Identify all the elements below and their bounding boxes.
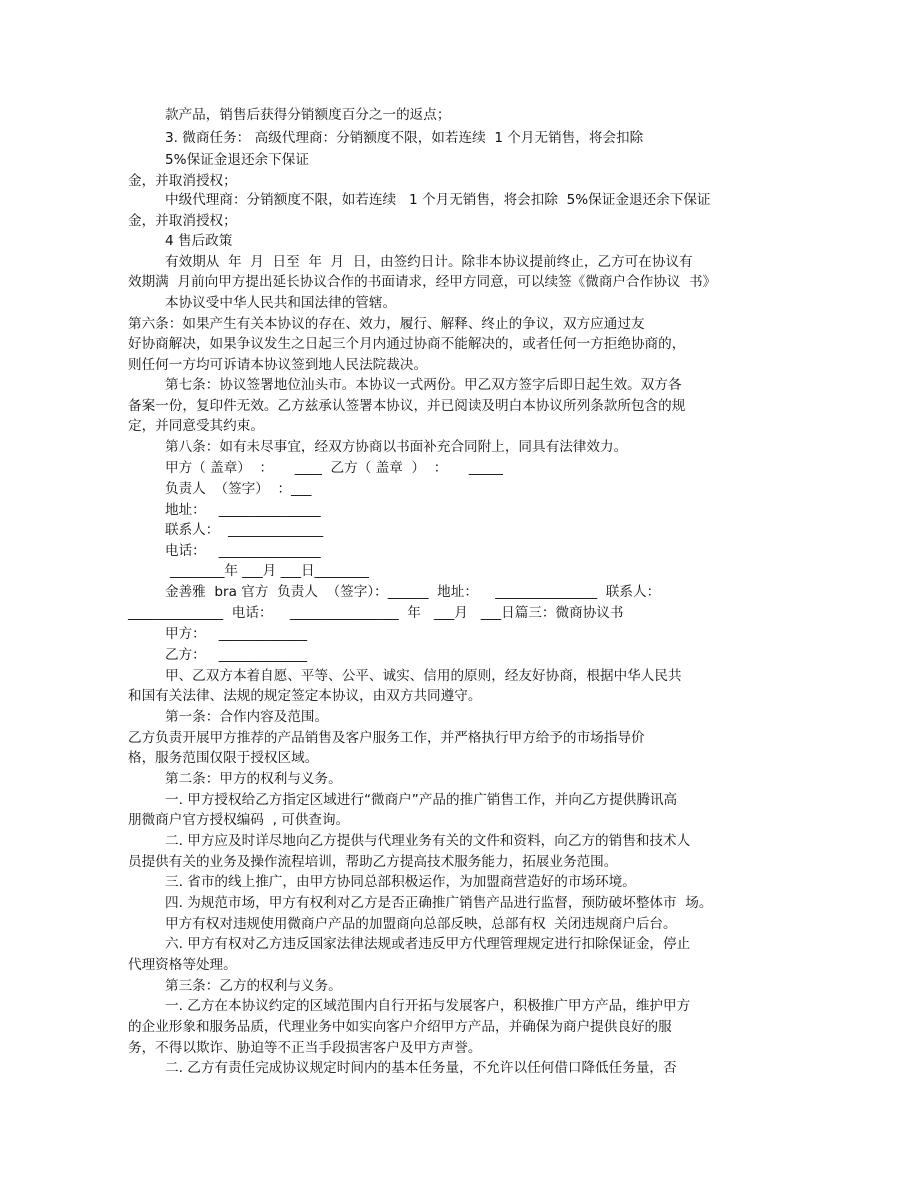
text-line: 本协议受中华人民共和国法律的管辖。 (165, 295, 397, 311)
text-line: 一. 甲方授权给乙方指定区域进行“微商户”产品的推广销售工作，并向乙方提供腾讯高 (165, 792, 678, 808)
text-line: 务，不得以欺诈、胁迫等不正当手段损害客户及甲方声誉。 (128, 1040, 482, 1056)
text-line: 员提供有关的业务及操作流程培训，帮助乙方提高技术服务能力，拓展业务范围。 (128, 854, 618, 870)
text-line: 代理资格等处理。 (128, 957, 237, 973)
text-line: 的企业形象和服务品质，代理业务中如实向客户介绍甲方产品，并确保为商户提供良好的服 (128, 1019, 672, 1035)
text-line: 三. 省市的线上推广，由甲方协同总部积极运作，为加盟商营造好的市场环境。 (165, 874, 636, 890)
text-line: 甲方有权对违规使用微商户产品的加盟商向总部反映，总部有权 关闭违规商户后台。 (165, 916, 677, 932)
text-line: 甲、乙双方本着自愿、平等、公平、诚实、信用的原则，经友好协商，根据中华人民共 (165, 668, 682, 684)
article-eight: 第八条：如有未尽事宜，经双方协商以书面补充合同附上，同具有法律效力。 (165, 439, 628, 455)
text-line: 金，并取消授权； (128, 173, 237, 189)
signature-responsible-line: 负责人 （签字） ：___ (165, 481, 312, 497)
text-line: 四. 为规范市场，甲方有权利对乙方是否正确推广销售产品进行监督，预防破坏整体市 场。 (165, 895, 713, 911)
signature-line: 金善雅 bra 官方 负责人 （签字）：______ 地址： _______________ 联系人： (165, 584, 661, 600)
text-line: 则任何一方均可诉请本协议签到地人民法院裁决。 (128, 357, 428, 373)
text-line: 5%保证金退还余下保证 (165, 152, 309, 168)
text-line: 朋微商户官方授权编码 , 可供查询。 (128, 812, 350, 828)
article-six: 第六条：如果产生有关本协议的存在、效力，履行、解释、终止的争议，双方应通过友 (128, 316, 645, 332)
party-b-line: 乙方： _____________ (165, 647, 308, 663)
text-line: 效期满 月前向甲方提出延长协议合作的书面请求，经甲方同意，可以续签《微商户合作协议 书》 (128, 274, 717, 290)
text-line: 好协商解决，如果争议发生之日起三个月内通过协商不能解决的，或者任何一方拒绝协商的， (128, 336, 686, 352)
article-seven: 第七条：协议签署地位汕头市。本协议一式两份。甲乙双方签字后即日起生效。双方各 (165, 377, 682, 393)
text-line: 二. 乙方有责任完成协议规定时间内的基本任务量，不允许以任何借口降低任务量，否 (165, 1060, 677, 1076)
address-line: 地址： _______________ (165, 502, 321, 518)
text-line: 有效期从 年 月 日至 年 月 日，由签约日计。除非本协议提前终止，乙方可在协议有 (165, 254, 693, 270)
signature-line: ______________ 电话： ________________ 年 ___月 ___日篇三：微商协议书 (128, 605, 624, 621)
signature-party-line: 甲方（ 盖章） ： ____ 乙方（ 盖章 ） ： _____ (165, 460, 503, 476)
text-line: 款产品，销售后获得分销额度百分之一的返点； (165, 107, 451, 123)
date-line: ________年 ___月 ___日________ (170, 563, 369, 579)
article-one-heading: 第一条：合作内容及范围。 (165, 709, 329, 725)
text-line: 备案一份，复印件无效。乙方兹承认签署本协议，并已阅读及明白本协议所列条款所包含的规 (128, 398, 686, 414)
text-line: 格，服务范围仅限于授权区域。 (128, 750, 319, 766)
contact-line: 联系人： ______________ (165, 522, 324, 538)
text-line: 乙方负责开展甲方推荐的产品销售及客户服务工作，并严格执行甲方给予的市场指导价 (128, 730, 645, 746)
text-line: 和国有关法律、法规的规定签定本协议，由双方共同遵守。 (128, 688, 482, 704)
party-a-line: 甲方： _____________ (165, 626, 308, 642)
text-line: 一. 乙方在本协议约定的区域范围内自行开拓与发展客户，积极推广甲方产品，维护甲方 (165, 998, 691, 1014)
article-two-heading: 第二条：甲方的权利与义务。 (165, 771, 342, 787)
text-line: 六. 甲方有权对乙方违反国家法律法规或者违反甲方代理管理规定进行扣除保证金，停止 (165, 936, 691, 952)
phone-line: 电话： _______________ (165, 543, 321, 559)
article-three-heading: 第三条：乙方的权利与义务。 (165, 978, 342, 994)
text-line: 二. 甲方应及时详尽地向乙方提供与代理业务有关的文件和资料，向乙方的销售和技术人 (165, 833, 691, 849)
text-line: 金，并取消授权； (128, 213, 237, 229)
text-line: 中级代理商：分销额度不限，如若连续 1 个月无销售，将会扣除 5%保证金退还余下保证 (165, 192, 711, 208)
section-heading: 4 售后政策 (165, 233, 233, 249)
text-line: 定，并同意受其约束。 (128, 418, 264, 434)
text-line: 3. 微商任务： 高级代理商：分销额度不限，如若连续 1 个月无销售，将会扣除 (165, 130, 644, 146)
